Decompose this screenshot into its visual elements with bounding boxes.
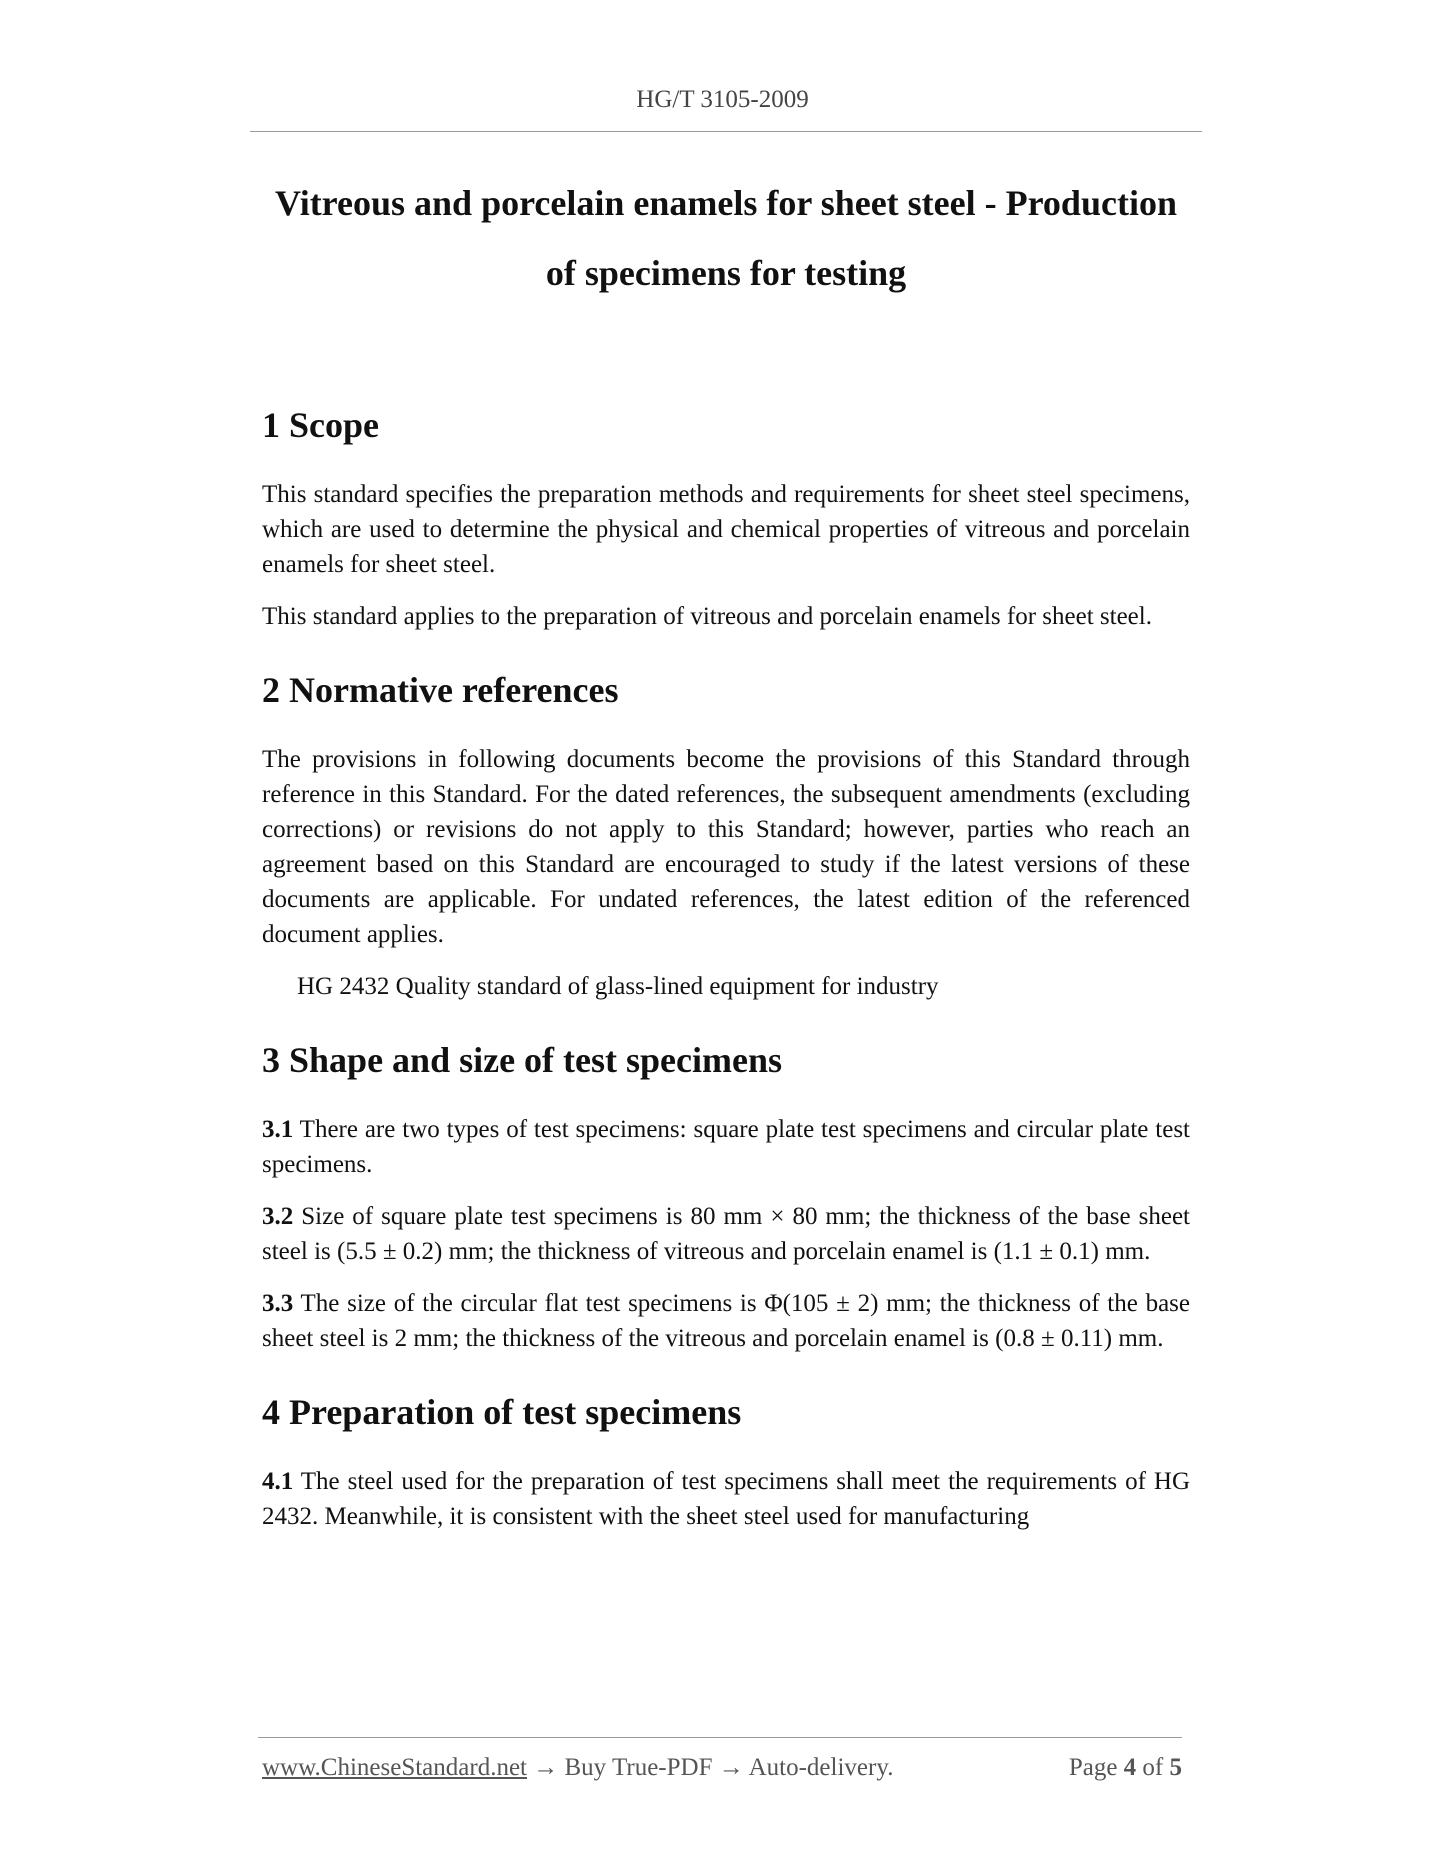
section-heading-scope: 1 Scope <box>262 405 379 445</box>
page-indicator <box>1069 1754 1182 1782</box>
clause-3-1 <box>262 1112 1190 1182</box>
total-pages: 5 <box>1169 1754 1182 1781</box>
clause-number: 3.1 <box>262 1116 294 1143</box>
clause-3-2 <box>262 1199 1190 1269</box>
document-body <box>262 395 1190 1534</box>
reference-item-hg2432: HG 2432 Quality standard of glass-lined equipment for industry <box>297 973 939 1000</box>
clause-text: Size of square plate test specimens is 80 mm × 80 mm; the thickness of the base sheet steel is (5.5 ± 0.2) mm; the thickness of vitreous and porcelain enamel is (1.1 ± 0.1) mm. <box>262 1203 1190 1265</box>
clause-text: The steel used for the preparation of test specimens shall meet the requirements of HG 2432. Meanwhile, it is consistent with the sheet steel used for manufacturing <box>262 1468 1190 1530</box>
section-heading-shape-size: 3 Shape and size of test specimens <box>262 1040 782 1080</box>
footer-tagline: → Buy True-PDF → Auto-delivery. <box>527 1754 894 1781</box>
scope-paragraph-2: This standard applies to the preparation of vitreous and porcelain enamels for sheet steel. <box>262 603 1152 630</box>
clause-3-3 <box>262 1286 1190 1356</box>
clause-text: There are two types of test specimens: square plate test specimens and circular plate test specimens. <box>262 1116 1190 1178</box>
footer-divider <box>258 1737 1182 1738</box>
clause-number: 4.1 <box>262 1468 294 1495</box>
scope-paragraph-1: This standard specifies the preparation methods and requirements for sheet steel specimens, which are used to determine the physical and chemical properties of vitreous and porcelain enamels for sheet steel. <box>262 481 1190 578</box>
document-title <box>250 168 1202 308</box>
header-divider <box>250 131 1202 132</box>
site-link[interactable]: www.ChineseStandard.net <box>262 1754 527 1781</box>
section-heading-normative-references: 2 Normative references <box>262 670 619 710</box>
page-header <box>0 86 1445 114</box>
current-page: 4 <box>1123 1754 1137 1781</box>
clause-4-1 <box>262 1464 1190 1534</box>
section-heading-preparation: 4 Preparation of test specimens <box>262 1392 742 1432</box>
clause-number: 3.2 <box>262 1203 294 1230</box>
of-label: of <box>1142 1754 1164 1781</box>
normative-references-paragraph: The provisions in following documents become the provisions of this Standard through reference in this Standard. For the dated references, the subsequent amendments (excluding corrections) or revisions do not apply to this Standard; however, parties who reach an agreement based on this Standard are encouraged to study if the latest versions of these documents are applicable. For undated references, the latest edition of the referenced document applies. <box>262 746 1190 948</box>
page-footer <box>262 1754 1182 1782</box>
clause-number: 3.3 <box>262 1290 294 1317</box>
page-label: Page <box>1068 1754 1118 1781</box>
standard-code: HG/T 3105-2009 <box>636 86 809 113</box>
clause-text: The size of the circular flat test specimens is Φ(105 ± 2) mm; the thickness of the base sheet steel is 2 mm; the thickness of the vitreous and porcelain enamel is (0.8 ± 0.11) mm. <box>262 1290 1190 1352</box>
title-line-1: Vitreous and porcelain enamels for sheet steel - Production <box>275 183 1177 223</box>
title-line-2: of specimens for testing <box>545 253 907 293</box>
